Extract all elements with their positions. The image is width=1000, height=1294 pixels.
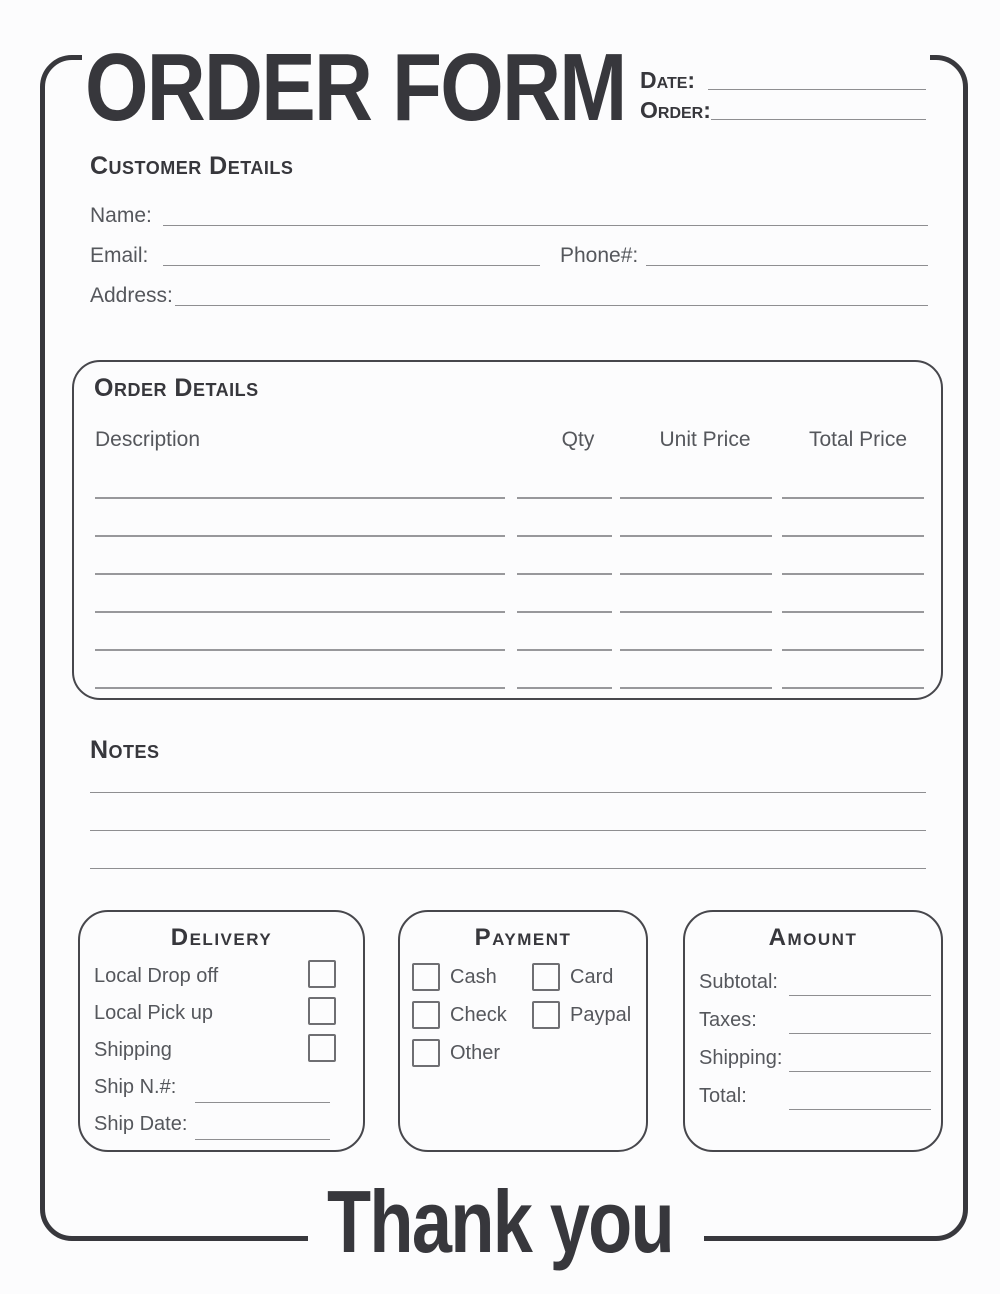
- description-cell-line[interactable]: [95, 573, 505, 575]
- delivery-options: [94, 958, 353, 1143]
- description-cell-line[interactable]: [95, 649, 505, 651]
- total-price-cell-line[interactable]: [782, 611, 924, 613]
- delivery-option-shipping: [94, 1032, 353, 1069]
- payment-option-label: Paypal: [570, 1003, 632, 1026]
- footer: [0, 1172, 1000, 1271]
- address-field-row: [90, 280, 928, 308]
- date-label: Date:: [640, 67, 696, 93]
- unit-price-cell-line[interactable]: [620, 535, 772, 537]
- order-input-line[interactable]: [711, 119, 926, 120]
- delivery-option-label: Local Drop off: [94, 965, 219, 987]
- date-field-row: [640, 64, 926, 92]
- email-label: Email:: [90, 244, 149, 267]
- name-field-row: [90, 200, 928, 228]
- total-field-row: [699, 1076, 931, 1114]
- order-field-row: [640, 94, 926, 122]
- taxes-field-row: [699, 1000, 931, 1038]
- date-input-line[interactable]: [708, 89, 926, 90]
- description-cell-line[interactable]: [95, 535, 505, 537]
- paypal-checkbox[interactable]: [532, 1001, 560, 1029]
- ship-date-field-row: [94, 1106, 353, 1143]
- notes-line[interactable]: [90, 830, 926, 831]
- description-cell-line[interactable]: [95, 497, 505, 499]
- delivery-title: Delivery: [170, 924, 273, 951]
- shipping-input-line[interactable]: [789, 1071, 931, 1072]
- total-label: Total:: [699, 1085, 747, 1107]
- amount-rows: [699, 962, 931, 1114]
- delivery-option-label: Local Pick up: [94, 1002, 213, 1024]
- total-price-cell-line[interactable]: [782, 497, 924, 499]
- delivery-option-local-pick-up: [94, 995, 353, 1032]
- amount-title: Amount: [768, 924, 858, 951]
- shipping-field-row: [699, 1038, 931, 1076]
- payment-option-cash: [412, 958, 507, 996]
- payment-option-paypal: [532, 996, 631, 1034]
- ship-number-field-row: [94, 1069, 353, 1106]
- qty-cell-line[interactable]: [517, 497, 612, 499]
- payment-box: [398, 910, 648, 1152]
- address-input-line[interactable]: [175, 305, 928, 306]
- delivery-box: [78, 910, 365, 1152]
- description-cell-line[interactable]: [95, 611, 505, 613]
- total-price-cell-line[interactable]: [782, 687, 924, 689]
- ship-date-label: Ship Date:: [94, 1113, 188, 1135]
- subtotal-label: Subtotal:: [699, 971, 778, 993]
- ship-number-input-line[interactable]: [195, 1102, 330, 1103]
- delivery-option-label: Shipping: [94, 1039, 172, 1061]
- order-details-box: [72, 360, 943, 700]
- ship-number-label: Ship N.#:: [94, 1076, 177, 1098]
- column-header-qty: Qty: [561, 428, 595, 451]
- payment-options-right: [532, 958, 631, 1034]
- taxes-input-line[interactable]: [789, 1033, 931, 1034]
- total-input-line[interactable]: [789, 1109, 931, 1110]
- payment-option-check: [412, 996, 507, 1034]
- payment-option-label: Other: [450, 1041, 501, 1064]
- check-checkbox[interactable]: [412, 1001, 440, 1029]
- order-label: Order:: [640, 97, 711, 123]
- payment-option-label: Card: [570, 965, 614, 988]
- email-phone-field-row: [90, 240, 928, 268]
- delivery-option-local-drop-off: [94, 958, 353, 995]
- unit-price-cell-line[interactable]: [620, 649, 772, 651]
- payment-option-label: Cash: [450, 965, 497, 988]
- column-header-total-price: Total Price: [808, 428, 908, 451]
- phone-input-line[interactable]: [646, 265, 928, 266]
- payment-option-other: [412, 1034, 507, 1072]
- qty-cell-line[interactable]: [517, 573, 612, 575]
- thank-you-text: Thank you: [326, 1172, 674, 1271]
- payment-options-left: [412, 958, 507, 1072]
- unit-price-cell-line[interactable]: [620, 573, 772, 575]
- page-title: ORDER FORM: [85, 34, 626, 141]
- payment-option-card: [532, 958, 631, 996]
- total-price-cell-line[interactable]: [782, 573, 924, 575]
- qty-cell-line[interactable]: [517, 649, 612, 651]
- name-input-line[interactable]: [163, 225, 928, 226]
- qty-cell-line[interactable]: [517, 611, 612, 613]
- description-cell-line[interactable]: [95, 687, 505, 689]
- column-header-description: Description: [95, 428, 201, 451]
- phone-label: Phone#:: [560, 244, 639, 267]
- card-checkbox[interactable]: [532, 963, 560, 991]
- email-input-line[interactable]: [163, 265, 540, 266]
- notes-line[interactable]: [90, 792, 926, 793]
- taxes-label: Taxes:: [699, 1009, 757, 1031]
- shipping-label: Shipping:: [699, 1047, 783, 1069]
- unit-price-cell-line[interactable]: [620, 687, 772, 689]
- qty-cell-line[interactable]: [517, 687, 612, 689]
- total-price-cell-line[interactable]: [782, 535, 924, 537]
- payment-title: Payment: [474, 924, 572, 951]
- payment-option-label: Check: [450, 1003, 507, 1026]
- shipping-checkbox[interactable]: [308, 1034, 336, 1062]
- customer-details-heading: Customer Details: [90, 152, 294, 180]
- cash-checkbox[interactable]: [412, 963, 440, 991]
- unit-price-cell-line[interactable]: [620, 497, 772, 499]
- unit-price-cell-line[interactable]: [620, 611, 772, 613]
- ship-date-input-line[interactable]: [195, 1139, 330, 1140]
- notes-line[interactable]: [90, 868, 926, 869]
- name-label: Name:: [90, 204, 152, 227]
- amount-box: [683, 910, 943, 1152]
- total-price-cell-line[interactable]: [782, 649, 924, 651]
- subtotal-field-row: [699, 962, 931, 1000]
- local-drop-off-checkbox[interactable]: [308, 960, 336, 988]
- other-checkbox[interactable]: [412, 1039, 440, 1067]
- order-details-heading: Order Details: [94, 374, 259, 402]
- column-header-unit-price: Unit Price: [659, 428, 751, 451]
- address-label: Address:: [90, 284, 173, 307]
- notes-heading: Notes: [90, 736, 160, 764]
- local-pick-up-checkbox[interactable]: [308, 997, 336, 1025]
- subtotal-input-line[interactable]: [789, 995, 931, 996]
- qty-cell-line[interactable]: [517, 535, 612, 537]
